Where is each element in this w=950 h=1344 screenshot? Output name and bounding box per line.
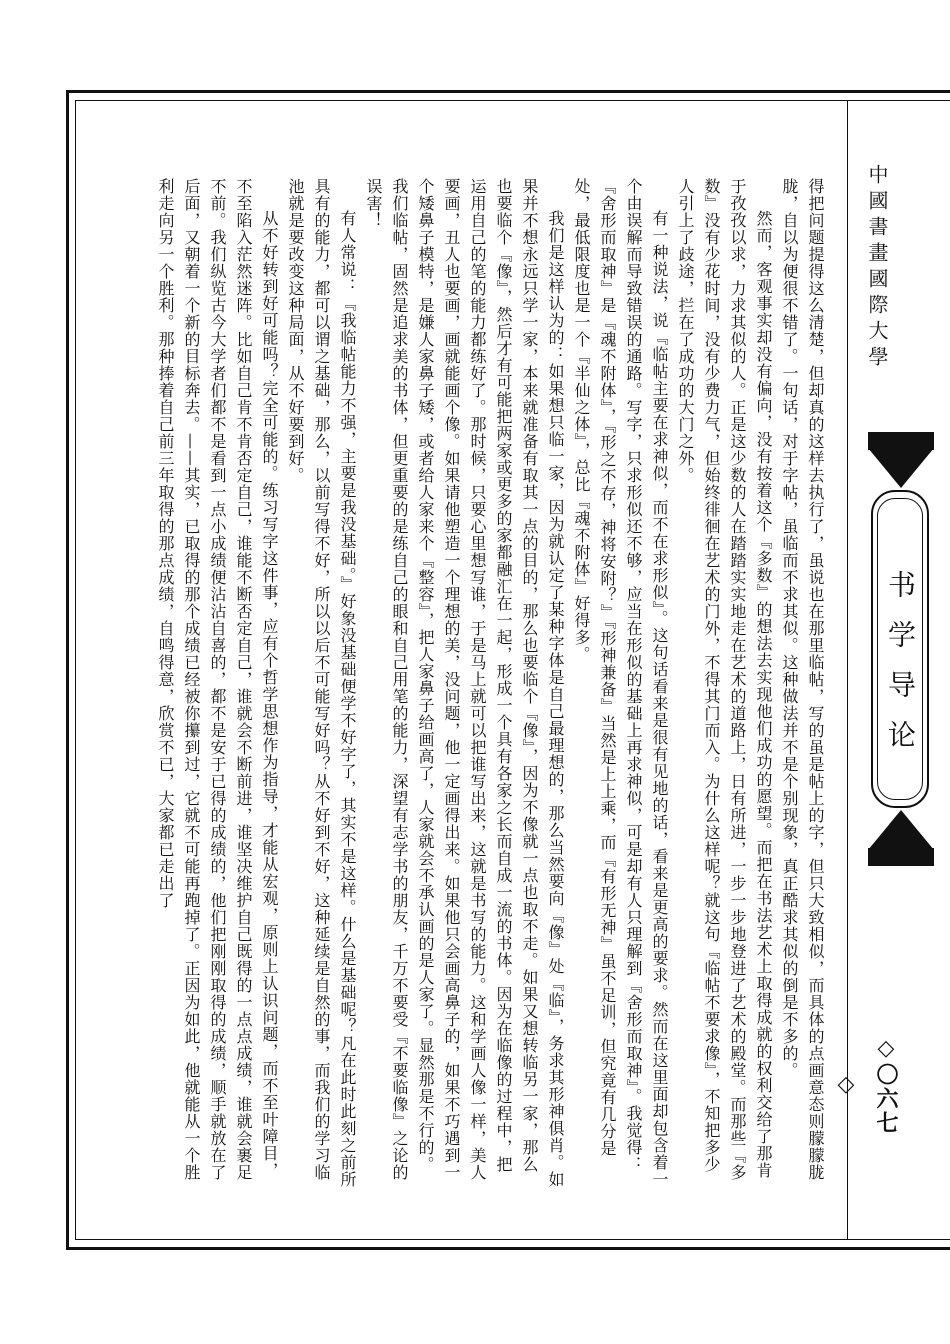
banner-bottom-bar: [868, 848, 934, 866]
margin-divider: [847, 100, 848, 1240]
page-number: ◇〇六七◇: [833, 1035, 899, 1135]
paragraph-4: 我们是这样认为的：如果想只临一家，因为就认定了某种字体是自己最理想的，那么当然要向『像』处『临』，务求其形神俱肖。如果并不想永远只学一家，本来就准备有取其一点的目的，那么也要临个『像』，因为不像就一点也取不走。如果又想转临另一家，那么也要临个『像』，然后才有可能把两家或更多的家都融汇在一起，形成一个具有各家之长而自成一流的书体。因为在临像的过程中，把运用自己的笔的能力都练好了。那时候，只要心里想写谁，于是马上就可以把谁写出来，这就是书写的能力。这和学画人像一样，美人要画，丑人也要画，画就能画个像。如果请他塑造一个理想的美，没问题，他一定画得出来。如果他只会画高鼻子的，如果不巧遇到一个矮鼻子模特，是嫌人家鼻子矮，或者给人家来个『整容』，把人家鼻子给画高了，人家就会不承认画的是人家了。显然那是不行的。我们临帖，固然是追求美的书体，但更重要的是练自己的眼和自己用笔的能力，深望有志学书的朋友，千万不要受『不要临像』之论的误害！: [364, 178, 565, 1188]
paragraph-3: 有一种说法，说『临帖主要在求神似，而不在求形似』。这句话看来是很有见地的话，看来是更高的要求。然而在这里面却包含着一个由误解而导致错误的通路。写字，只求形似还不够，应当在形似的基础上再求神似，可是却有人只理解到『舍形而取神』。我觉得：『舍形而取神』是『魂不附体』，『形之不存，神将安附？』『形神兼备』当然是上上乘，而『有形无神』虽不足训，但究竟有几分是处，最低限度也是一个『半仙之体』，总比『魂不附体』好得多。: [572, 178, 669, 1188]
school-name: 中國書畫國際大學: [865, 164, 889, 372]
paragraph-5: 有人常说：『我临帖能力不强，主要是我没基础。』好象没基础便学不好字了，其实不是这样。什么是基础呢？凡在此时此刻之前所具有的能力，都可以谓之基础，那么，以前写得不好，所以以后不可能写好吗？从不好到不好，这种延续是自然的事，而我们的学习临池就是要改变这种局面，从不好要到好。: [286, 178, 357, 1188]
paragraph-2: 然而，客观事实却没有偏向，没有按着这个『多数』的想法去实现他们成功的愿望。而把在书法艺术上取得成就的权利交给了那肯于孜孜以求，力求其似的人。正是这少数的人在踏踏实实地走在艺术的道路上，日有所进，一步一步地登进了艺术的殿堂。而那些『多数』没有少花时间，没有少费力气，但始终徘徊在艺术的门外，不得其门而入。为什么这样呢？就这句『临帖不要求像』，不知把多少人引上了歧途，拦在了成功的大门之外。: [676, 178, 773, 1181]
paragraph-6: 从不好转到好可能吗？完全可能的。练习写字这件事，应有个哲学思想作为指导，才能从宏观，原则上认识问题，而不至叶障目，不至陷入茫然迷阵。比如自己肯不肯否定自己，谁能不断否定自己，谁就会不断前进，谁坚决维护自己既得的一点点成绩，谁就会裹足不前。我们纵览古今大学者们都不是看到一点小成绩便沾沾自喜的，都不是安于已得的成绩的，他们把刚刚取得的成绩，顺手就放在了后面，又朝着一个新的目标奔去。——其实，已取得的那个成绩已经被你攥到过，它就不可能再跑掉了。正因为如此，他就能从一个胜利走向另一个胜利。那种捧着自己前三年取得的那点成绩，自鸣得意，欣赏不已，大家都已走出了: [156, 178, 279, 1181]
banner-top-chevron: [868, 448, 934, 488]
book-title: 书学导论: [884, 570, 917, 770]
body-text: [108, 178, 828, 1188]
banner-bottom-chevron: [868, 810, 934, 850]
paragraph-1: 得把问题提得这么清楚，但却真的这样去执行了，虽说也在那里临帖，写的虽是帖上的字，但只大致相似，而具体的点画意态则朦朦胧胧，自以为便很不错了。一句话，对于字帖，虽临而不求其似。这种做法并不是个别现象，真正酷求其似的倒是不多的。: [780, 178, 825, 1181]
